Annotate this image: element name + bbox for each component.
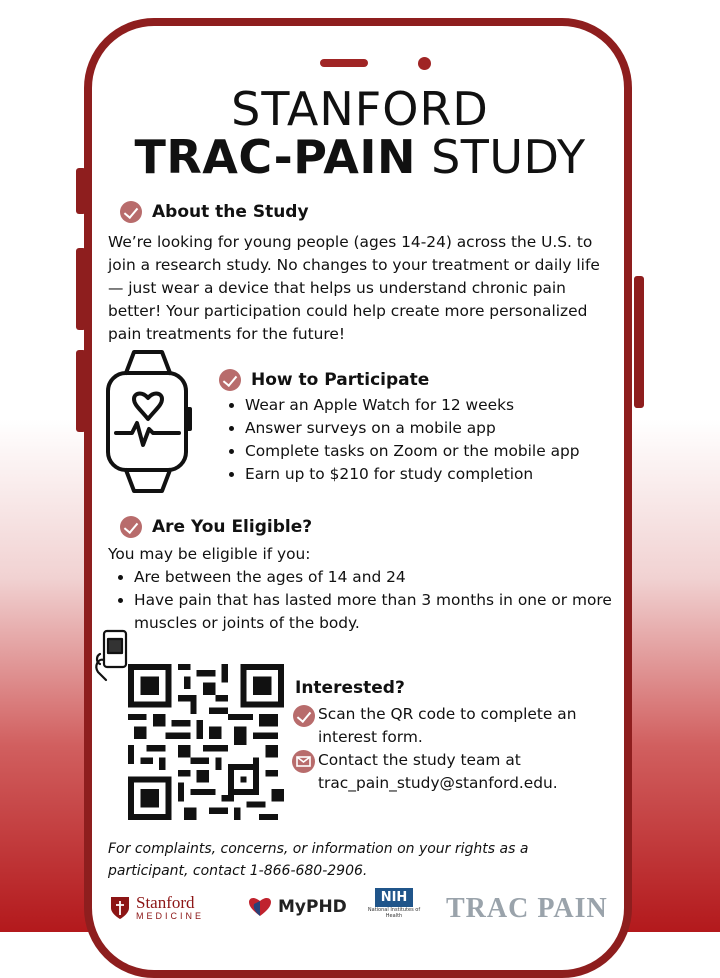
about-line: better! Your participation could help create more personalized [108,302,588,320]
myphd-text: MyPHD [278,897,347,917]
list-item: • Are between the ages of 14 and 24 [134,566,614,589]
myphd-logo [248,896,347,918]
footer-line: For complaints, concerns, or information on your rights as a [108,841,529,857]
eligible-heading [120,516,312,538]
list-item: • Have pain that has lasted more than 3 months in one or more muscles or joints of the body. [134,589,614,635]
check-circle-icon [120,516,142,538]
contact-line: Contact the study team at [318,751,521,769]
stanford-medicine-logo [110,894,204,921]
about-line: We’re looking for young people (ages 14-24) across the U.S. to [108,233,593,251]
about-heading-text: About the Study [152,202,309,222]
myphd-heart-icon [248,896,272,918]
about-heading [120,201,309,223]
participate-heading-text: How to Participate [251,370,430,390]
list-item: • Wear an Apple Watch for 12 weeks [245,394,645,417]
participate-heading [219,369,429,391]
scan-line: Scan the QR code to complete an [318,705,577,723]
title-line-2 [0,130,720,184]
title-bold-part: TRAC-PAIN [134,130,416,184]
about-line: — just wear a device that helps us understand chronic pain [108,279,566,297]
scan-text [318,703,576,749]
title-line-1: STANFORD [231,82,489,136]
footer-line: participant, contact 1-866-680-2906. [108,863,368,879]
envelope-icon [292,750,315,773]
list-item: • Complete tasks on Zoom or the mobile app [245,440,645,463]
nih-subtitle: National Institutes of Health [367,907,421,919]
about-line: pain treatments for the future! [108,325,346,343]
eligible-list [108,566,614,635]
nih-badge: NIH [375,888,414,907]
title-rest: STUDY [415,130,586,184]
scan-line: interest form. [318,728,423,746]
contact-text [318,749,558,795]
eligible-intro: You may be eligible if you: [108,545,311,563]
contact-email[interactable]: trac_pain_study@stanford.edu. [318,774,558,792]
interested-heading: Interested? [295,678,405,698]
phone-speaker [320,59,368,67]
phone-camera [418,57,431,70]
stanford-name: Stanford [136,893,195,912]
about-line: join a research study. No changes to your treatment or daily life [108,256,600,274]
stanford-shield-icon [110,896,130,920]
check-circle-icon [219,369,241,391]
about-paragraph [108,231,638,346]
nih-logo [366,886,422,919]
eligible-heading-text: Are You Eligible? [152,517,313,537]
stanford-sub: MEDICINE [136,911,205,921]
smartwatch-heartbeat-icon [102,349,194,495]
list-item: • Answer surveys on a mobile app [245,417,645,440]
list-item: • Earn up to $210 for study completion [245,463,645,486]
check-circle-icon [120,201,142,223]
trac-pain-logo: TRAC PAIN [446,893,608,924]
qr-code[interactable] [128,664,284,820]
check-circle-icon [293,705,315,727]
footer-note [108,838,608,882]
participate-list [219,394,645,486]
